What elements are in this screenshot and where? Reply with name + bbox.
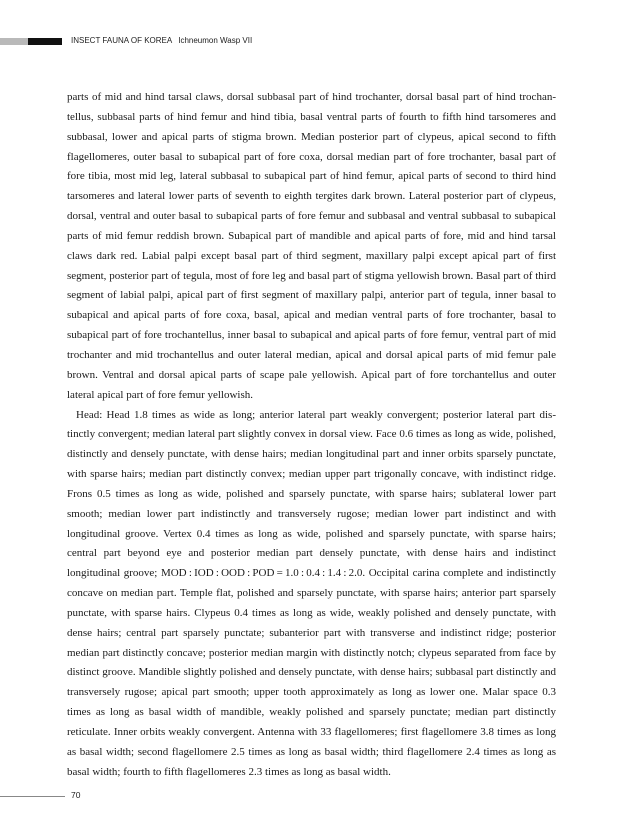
header-volume-title: Ichneumon Wasp VII: [178, 36, 253, 45]
paragraph-head: Head: Head 1.8 times as wide as long; anterior lateral part weakly convergent; posterior lateral part distinctly convergent; median lateral part slightly convex in dorsal view. Face 0.6 times as long as wide, polished, distinctly and densely punctate, with dense hairs; median longitudinal part and inner orbits sparsely punctate, with sparse hairs; median part distinctly convex; median upper part trigonally concave, with indistinct ridge. Frons 0.5 times as long as wide, polished and sparsely punctate, with sparse hairs; sublateral lower part smooth; median lower part indistinctly and transversely rugose; median lower part indistinct and with longitudinal groove. Vertex 0.4 times as long as wide, polished and sparsely punctate, with sparse hairs; central part beyond eye and posterior median part densely punctate, with dense hairs and indistinct longitudinal groove; MOD : IOD : OOD : POD = 1.0 : 0.4 : 1.4 : 2.0. Occipital carina complete and indistinctly concave on median part. Temple flat, polished and sparsely punctate, with sparse hairs; anterior part sparsely punctate, with sparse hairs. Clypeus 0.4 times as long as wide, weakly polished and densely punctate, with dense hairs; central part sparsely punctate; subanterior part with transverse and indistinct ridge; posterior median part distinctly concave; posterior median margin with distinctly notch; clypeus separated from face by distinct groove. Mandible slightly polished and densely punctate, with dense hairs; subbasal part distinctly and transversely rugose; apical part smooth; upper tooth approximately as long as lower one. Malar space 0.3 times as long as basal width of mandible, weakly polished and sparsely punctate; median part distinctly reticulate. Inner orbits weakly convergent. Antenna with 33 flagellomeres; first flagellomere 3.8 times as long as basal width; second flagellomere 2.5 times as long as basal width; third flagellomere 2.4 times as long as basal width; fourth to fifth flagellomeres 2.3 times as long as basal width.: [67, 408, 556, 778]
page-number: 70: [71, 790, 81, 800]
footer-rule: [0, 796, 65, 797]
body-text: [67, 88, 556, 783]
header-series-title: INSECT FAUNA OF KOREA: [71, 36, 173, 45]
paragraph-coloration: parts of mid and hind tarsal claws, dorsal subbasal part of hind trochanter, dorsal basal part of hind trochantellus, subbasal parts of hind femur and hind tibia, basal ventral parts of fourth to fifth hind tarsomeres and subbasal, lower and apical parts of stigma brown. Median posterior part of clypeus, apical second to fifth flagellomeres, outer basal to subapical part of fore coxa, dorsal median part of fore trochanter, basal part of fore tibia, most mid leg, lateral subbasal to subapical part of hind femur, apical parts of second to third hind tarsomeres and lateral lower parts of seventh to eighth tergites dark brown. Lateral posterior part of clypeus, dorsal, ventral and outer basal to subapical parts of fore femur and subbasal and ventral subbasal to subapical parts of mid femur reddish brown. Subapical part of mandible and apical parts of fore, mid and hind tarsal claws dark red. Labial palpi except basal part of third segment, maxillary palpi except apical part of first segment, posterior part of tegula, most of fore leg and basal part of stigma yellowish brown. Basal part of third segment of labial palpi, apical part of first segment of maxillary palpi, anterior part of tegula, inner basal to subapical and apical parts of fore coxa, basal, apical and median ventral parts of fore trochanter, basal to subapical part of fore trochantellus, inner basal to subapical and apical parts of fore femur, ventral part of mid trochanter and mid trochantellus and outer lateral median, apical and dorsal apical parts of mid femur pale brown. Ventral and dorsal apical parts of scape pale yellowish. Apical part of fore torchantellus and outer lateral apical part of fore femur yellowish.: [67, 91, 556, 401]
header-gray-bar: [0, 38, 28, 45]
header-black-bar: [28, 38, 62, 45]
running-header: [71, 36, 252, 46]
